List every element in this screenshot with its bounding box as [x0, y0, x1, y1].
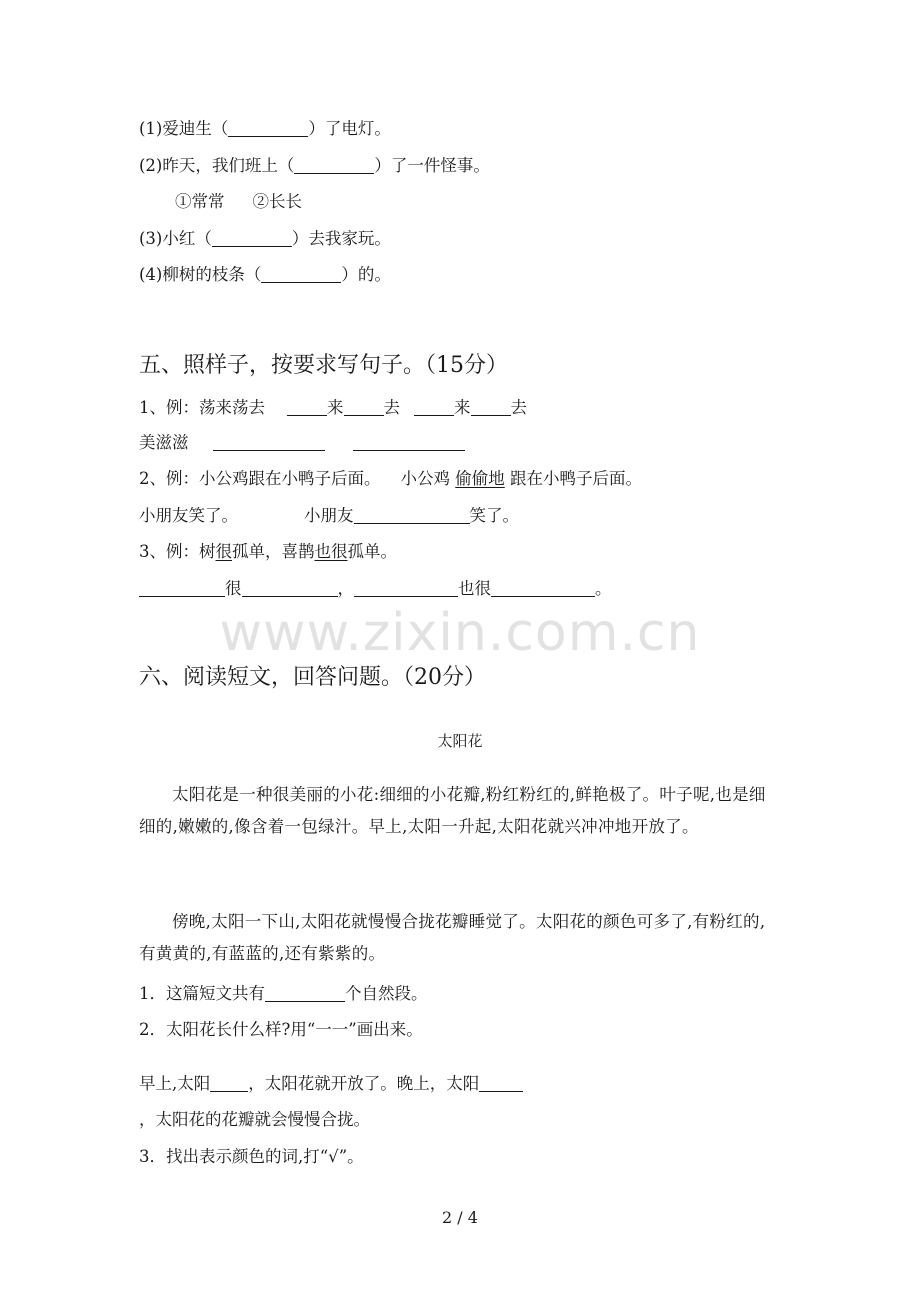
- answer-blank[interactable]: [471, 399, 511, 416]
- section-5-title: 五、照样子，按要求写句子。（15分）: [139, 353, 508, 378]
- s5-example-2: 2、例：小公鸡跟在小鸭子后面。 小公鸡 偷偷地 跟在小鸭子后面。: [139, 469, 642, 488]
- answer-blank[interactable]: [287, 399, 327, 416]
- s5-example-2-task: 小朋友笑了。 小朋友 笑了。: [139, 506, 519, 525]
- answer-blank[interactable]: [491, 580, 595, 597]
- answer-blank[interactable]: [261, 266, 341, 283]
- watermark: www.zixin.com.cn: [219, 603, 701, 663]
- answer-blank[interactable]: [212, 230, 292, 247]
- q4-item-1: (1)爱迪生（ ）了电灯。: [139, 119, 391, 138]
- q4-item-4: (4)柳树的枝条（ ）的。: [139, 265, 391, 284]
- answer-blank[interactable]: [139, 580, 225, 597]
- page-number: 2 / 4: [442, 1208, 478, 1227]
- q4-item-3: (3)小红（ ）去我家玩。: [139, 229, 391, 248]
- story-paragraph-1: 太阳花是一种很美丽的小花:细细的小花瓣,粉红粉红的,鲜艳极了。叶子呢,也是细细的,嫩嫩的,像含着一包绿汁。早上,太阳一升起,太阳花就兴冲冲地开放了。: [139, 785, 766, 836]
- answer-blank[interactable]: [213, 434, 325, 451]
- s6-question-1: 1．这篇短文共有 个自然段。: [139, 984, 428, 1003]
- s5-example-1: 1、例：荡来荡去 来 去 来 去: [139, 398, 527, 417]
- section-6-title: 六、阅读短文，回答问题。（20分）: [139, 665, 486, 690]
- answer-blank[interactable]: [242, 580, 338, 597]
- answer-blank[interactable]: [294, 157, 374, 174]
- s5-example-1-word: 美滋滋: [139, 432, 465, 454]
- answer-blank[interactable]: [210, 1075, 248, 1092]
- answer-blank[interactable]: [344, 399, 384, 416]
- answer-blank[interactable]: [414, 399, 454, 416]
- s6-fill-line-1: 早上,太阳 ，太阳花就开放了。晚上，太阳: [139, 1073, 523, 1095]
- s6-question-3: 3．找出表示颜色的词,打“√”。: [139, 1147, 364, 1166]
- answer-blank[interactable]: [354, 507, 470, 524]
- story-paragraph-2: 傍晚,太阳一下山,太阳花就慢慢合拢花瓣睡觉了。太阳花的颜色可多了,有粉红的,有黄黄的,有蓝蓝的,还有紫紫的。: [139, 912, 766, 963]
- q4-options: ①常常 ②长长: [175, 192, 302, 211]
- answer-blank[interactable]: [479, 1075, 523, 1092]
- answer-blank[interactable]: [353, 434, 465, 451]
- q4-item-2: (2)昨天，我们班上（ ）了一件怪事。: [139, 156, 490, 175]
- s5-example-3-task: 很 ， 也很 。: [139, 578, 612, 600]
- s6-question-2: 2．太阳花长什么样?用“一一”画出来。: [139, 1020, 423, 1039]
- answer-blank[interactable]: [228, 120, 308, 137]
- s6-fill-line-2: ，太阳花的花瓣就会慢慢合拢。: [139, 1110, 370, 1129]
- story-title: 太阳花: [437, 732, 483, 750]
- answer-blank[interactable]: [354, 580, 458, 597]
- s5-example-3: 3、例：树很孤单，喜鹊也很孤单。: [139, 542, 397, 561]
- answer-blank[interactable]: [265, 985, 345, 1002]
